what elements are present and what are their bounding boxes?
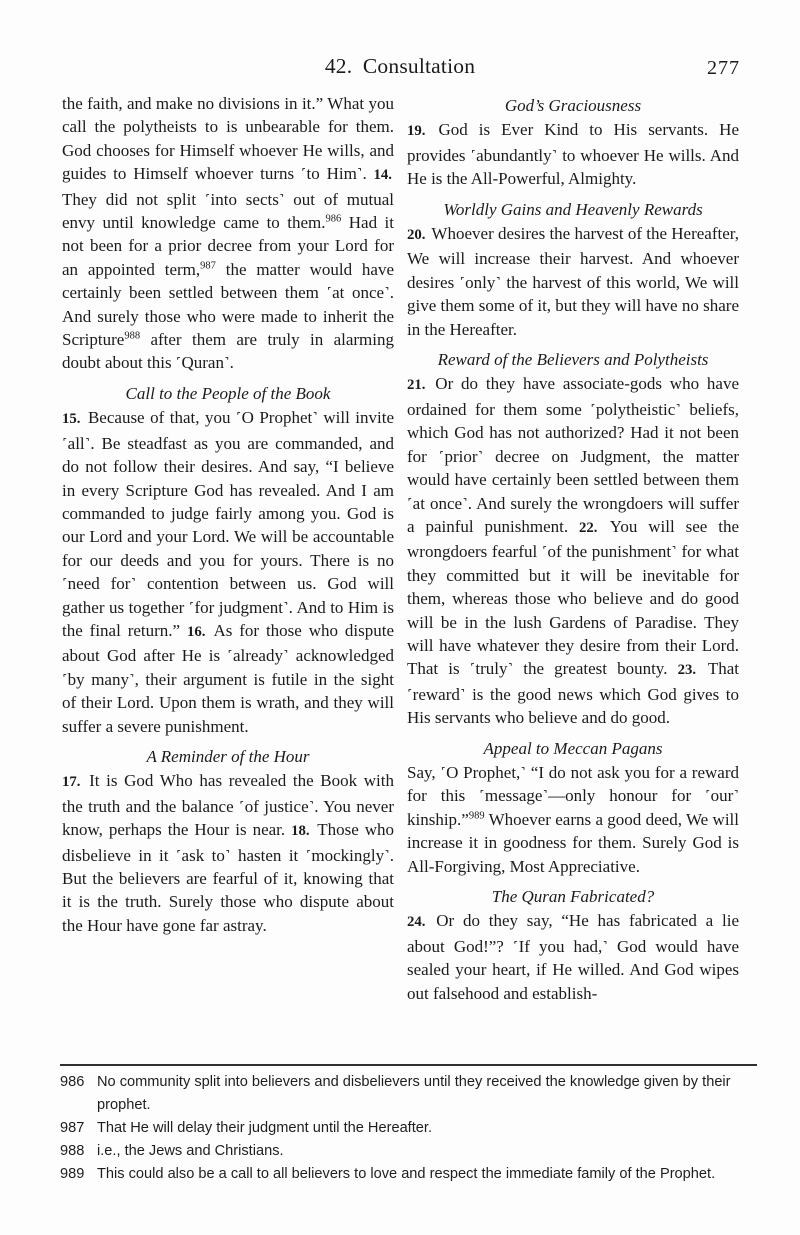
verse-number: 21. [407, 377, 426, 394]
section-heading: God’s Graciousness [504, 96, 642, 115]
section-heading: Call to the People of the Book [125, 383, 331, 403]
page-header [0, 54, 800, 88]
footnote-ref: 988 [124, 330, 141, 342]
verse-number: 15. [62, 411, 81, 428]
paragraph: 17. It is God Who has revealed the Book with the truth and the balance ˹of justice˺. You never know, perhaps the Hour is near. 18. Those who disbelieve in it ˹ask to˺ hasten it ˹mockingly˺. But the believers are fearful of it, knowing that it is the truth. Surely those who dispute about the Hour have gone far astray. [62, 771, 395, 935]
verse-number: 14. [373, 167, 392, 184]
footnote-number: 986 [60, 1074, 85, 1090]
paragraph: 24. Or do they say, “He has fabricated a lie about God!”? ˹If you had,˺ God would have sealed your heart, if He willed. And God wipes out falsehood and establish- [407, 911, 739, 1003]
footnote-text: i.e., the Jews and Christians. [97, 1143, 284, 1159]
footnote-text: No community split into believers and disbelievers until they received the knowledge given by their prophet. [97, 1074, 731, 1113]
footnote-item [60, 1163, 757, 1186]
footnote-item [60, 1117, 757, 1140]
footnote-text: This could also be a call to all believers to love and respect the immediate family of the Prophet. [97, 1166, 716, 1182]
footnote-ref: 989 [468, 810, 485, 822]
paragraph: 20. Whoever desires the harvest of the Hereafter, We will increase their harvest. And whoever desires ˹only˺ the harvest of this world, We will give them some of it, but they will have no share in the Hereafter. [407, 224, 739, 339]
verse-number: 17. [62, 774, 81, 791]
chapter-title: 42. Consultation [324, 54, 476, 78]
footnotes-section [60, 1064, 757, 1186]
footnote-item [60, 1140, 757, 1163]
paragraph: Say, ˹O Prophet,˺ “I do not ask you for a reward for this ˹message˺—only honour for ˹our˺ kinship.”$^{989}$ Whoever earns a good deed, We will increase it in goodness for them. Surely God is All-Forgiving, Most Appreciative. [407, 762, 739, 876]
footnote-ref: 986 [325, 213, 342, 225]
footnote-text: That He will delay their judgment until the Hereafter. [97, 1120, 433, 1136]
footnote-number: 988 [60, 1143, 85, 1159]
left-column [62, 92, 394, 1005]
verse-number: 23. [677, 662, 697, 679]
page-number: 277 [707, 57, 740, 79]
section-heading: Reward of the Believers and Polytheists [437, 350, 709, 370]
right-column [407, 92, 739, 1005]
paragraph: 15. Because of that, you ˹O Prophet˺ will invite ˹all˺. Be steadfast as you are commanded, and do not follow their desires. And say, “I believe in every Scripture God has revealed. And I am commanded to judge fairly among you. God is our Lord and your Lord. We will be accountable for our deeds and you for yours. There is no ˹need for˺ contention between us. God will gather us together ˹for judgment˺. And to Him is the final return.” 16. As for those who dispute about God after He is ˹already˺ acknowledged ˹by many˺, their argument is futile in the sight of their Lord. Upon them is wrath, and they will suffer a severe punishment. [62, 408, 395, 736]
verse-number: 18. [291, 823, 310, 840]
verse-number: 20. [407, 227, 426, 244]
section-heading: A Reminder of the Hour [146, 746, 310, 766]
section-heading: The Quran Fabricated? [491, 887, 655, 906]
section-heading: Worldly Gains and Heavenly Rewards [443, 199, 703, 219]
footnote-item [60, 1071, 757, 1117]
verse-number: 16. [187, 623, 206, 640]
footnote-number: 989 [60, 1166, 85, 1182]
paragraph: 21. Or do they have associate-gods who have ordained for them some ˹polytheistic˺ beliefs, which God has not authorized? Had it not been for ˹prior˺ decree on Judgment, the matter would have certainly been settled between them ˹at once˺. And surely the wrongdoers will suffer a painful punishment. 22. You will see the wrongdoers fearful ˹of the punishment˺ for what they committed but it will be inevitable for them, whereas those who believe and do good will be in the lush Gardens of Paradise. They will have whatever they desire from their Lord. That is ˹truly˺ the greatest bounty. 23. That ˹reward˺ is the good news which God gives to His servants who believe and do good. [407, 374, 739, 728]
footnote-number: 987 [60, 1120, 85, 1136]
paragraph: the faith, and make no divisions in it.” What you call the polytheists to is unbearable for them. God chooses for Himself whoever He wills, and guides to Himself whoever turns ˹to Him˺. 14. They did not split ˹into sects˺ out of mutual envy until knowledge came to them.$^{986}$ Had it not been for a prior decree from your Lord for an appointed term,$^{987}$ the matter would have certainly been settled between them ˹at once˺. And surely those who were made to inherit the Scripture$^{988}$ after them are truly in alarming doubt about this ˹Quran˺. [62, 94, 394, 373]
verse-number: 22. [579, 519, 598, 536]
text-columns [62, 92, 739, 1005]
verse-number: 19. [407, 123, 426, 140]
footnote-ref: 987 [200, 260, 216, 272]
verse-number: 24. [407, 914, 426, 931]
section-heading: Appeal to Meccan Pagans [483, 738, 663, 758]
paragraph: 19. God is Ever Kind to His servants. He provides ˹abundantly˺ to whoever He wills. And He is the All-Powerful, Almighty. [407, 120, 739, 189]
